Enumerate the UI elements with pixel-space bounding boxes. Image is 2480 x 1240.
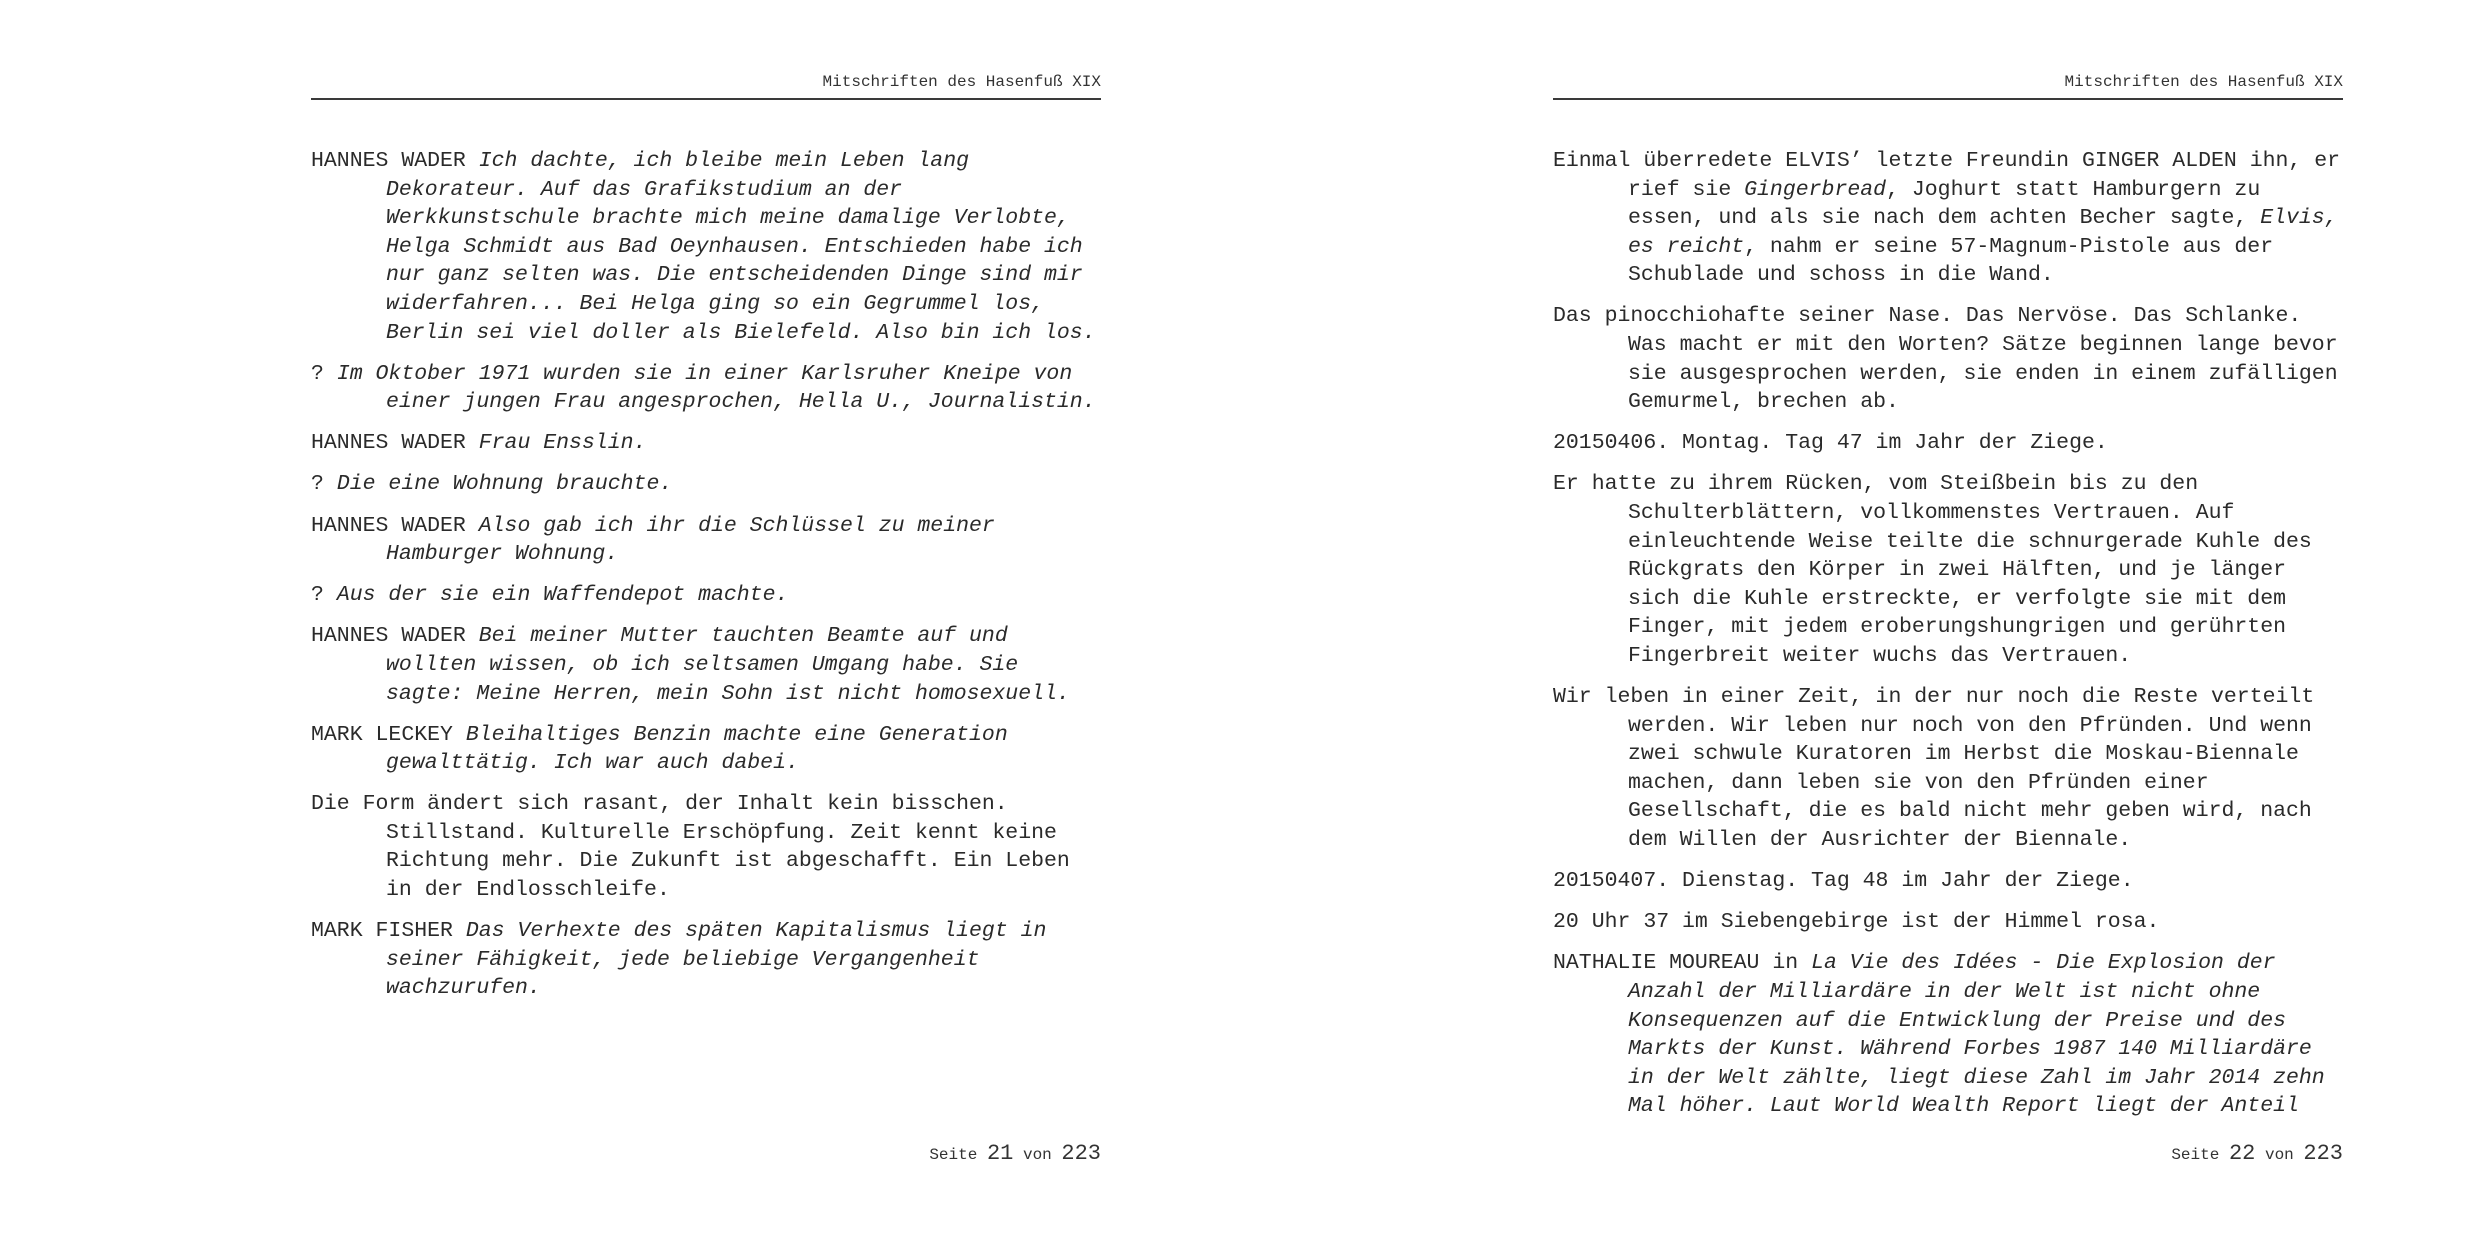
page-body xyxy=(1553,147,2343,1133)
speaker-name: HANNES WADER xyxy=(311,149,466,173)
quote-text: Also gab ich ihr die Schlüssel zu meiner Hamburger Wohnung. xyxy=(386,513,995,567)
speaker-name: ? xyxy=(311,583,324,608)
total-pages: 223 xyxy=(1061,1141,1101,1166)
paragraph-text: 20 Uhr 37 im Siebengebirge ist der Himmel rosa. xyxy=(1553,910,2160,935)
running-header: Mitschriften des Hasenfuß XIX xyxy=(311,72,1101,100)
page-footer xyxy=(2171,1140,2343,1169)
paragraph-text: in xyxy=(1772,951,1799,976)
body-paragraph xyxy=(1553,683,2343,855)
paragraph-text: Das pinocchiohafte seiner Nase. Das Nervöse. Das Schlanke. Was macht er mit den Worten? Sätze beginnen lange bevor sie ausgesprochen werden, sie enden in einem zufälligen Gemurmel, brechen ab. xyxy=(1553,304,2338,415)
dialogue-paragraph xyxy=(311,917,1101,1003)
quote-text: Im Oktober 1971 wurden sie in einer Karlsruher Kneipe von einer jungen Frau angesprochen, Hella U., Journalistin. xyxy=(336,361,1096,415)
date-entry xyxy=(1553,867,2343,896)
dialogue-paragraph xyxy=(311,622,1101,708)
date-entry xyxy=(1553,429,2343,458)
running-header: Mitschriften des Hasenfuß XIX xyxy=(1553,72,2343,100)
dialogue-paragraph xyxy=(311,721,1101,778)
quote-text: La Vie des Idées - Die Explosion der Anzahl der Milliardäre in der Welt ist nicht ohne Konsequenzen auf die Entwicklung der Preise und des Markts der Kunst. Während Forbes 1987 140 Milliardäre in der Welt zählte, liegt diese Zahl im Jahr 2014 zehn Mal höher. Laut World Wealth Report liegt der Anteil xyxy=(1628,951,2325,1119)
speaker-name: HANNES WADER xyxy=(311,431,466,456)
quote-text: Die eine Wohnung brauchte. xyxy=(336,472,673,497)
speaker-name: MARK LECKEY xyxy=(311,722,453,747)
quote-text: Das Verhexte des späten Kapitalismus liegt in seiner Fähigkeit, jede beliebige Vergangenheit wachzurufen. xyxy=(386,919,1047,1001)
paragraph-text: 20150406. Montag. Tag 47 im Jahr der Ziege. xyxy=(1553,431,2108,456)
paragraph-text: Die Form ändert sich rasant, der Inhalt kein bisschen. Stillstand. Kulturelle Erschöpfung. Zeit kennt keine Richtung mehr. Die Zukunft ist abgeschafft. Ein Leben in der Endlosschleife. xyxy=(311,792,1070,903)
body-paragraph xyxy=(1553,147,2343,290)
body-paragraph xyxy=(1553,908,2343,937)
total-pages: 223 xyxy=(2303,1141,2343,1166)
page-body xyxy=(311,147,1101,1015)
footer-label: Seite xyxy=(929,1146,978,1164)
footer-of: von xyxy=(2264,1146,2294,1164)
dialogue-paragraph xyxy=(311,360,1101,417)
page-number: 22 xyxy=(2228,1141,2256,1166)
footer-of: von xyxy=(1022,1146,1052,1164)
body-paragraph xyxy=(311,790,1101,904)
speaker-name: MARK FISHER xyxy=(311,919,453,944)
footer-label: Seite xyxy=(2171,1146,2220,1164)
quote-text: Bleihaltiges Benzin machte eine Generation gewalttätig. Ich war auch dabei. xyxy=(386,722,1008,776)
paragraph-text: Wir leben in einer Zeit, in der nur noch die Reste verteilt werden. Wir leben nur noch von den Pfründen. Und wenn zwei schwule Kuratoren im Herbst die Moskau-Biennale machen, dann leben sie von den Pfründen einer Gesellschaft, die es bald nicht mehr geben wird, nach dem Willen der Ausrichter der Biennale. xyxy=(1553,685,2315,853)
speaker-name: ? xyxy=(311,472,324,497)
quote-text: Bei meiner Mutter tauchten Beamte auf und wollten wissen, ob ich seltsamen Umgang habe. Sie sagte: Meine Herren, mein Sohn ist nicht homosexuell. xyxy=(386,624,1070,706)
quote-text: Aus der sie ein Waffendepot machte. xyxy=(336,583,789,608)
dialogue-paragraph xyxy=(311,470,1101,499)
speaker-name: HANNES WADER xyxy=(311,624,466,649)
paragraph-text: , Joghurt statt Hamburgern zu essen, und als sie nach dem achten Becher sagte, xyxy=(1628,177,2261,231)
speaker-name: NATHALIE MOUREAU xyxy=(1553,951,1760,976)
page-number: 21 xyxy=(986,1141,1014,1166)
quote-text: Gingerbread xyxy=(1744,177,1887,202)
dialogue-paragraph xyxy=(311,581,1101,610)
page-footer xyxy=(929,1140,1101,1169)
dialogue-paragraph xyxy=(1553,949,2343,1121)
dialogue-paragraph xyxy=(311,147,1101,347)
dialogue-paragraph xyxy=(311,429,1101,458)
paragraph-text: Er hatte zu ihrem Rücken, vom Steißbein bis zu den Schulterblättern, vollkommenstes Vertrauen. Auf einleuchtende Weise teilte die schnurgerade Kuhle des Rückgrats den Körper in zwei Hälften, und je länger sich die Kuhle erstreckte, er verfolgte sie mit dem Finger, mit jedem eroberungshungrigen und gerührten Fingerbreit weiter wuchs das Vertrauen. xyxy=(1553,472,2312,668)
dialogue-paragraph xyxy=(311,512,1101,569)
body-paragraph xyxy=(1553,470,2343,670)
speaker-name: ? xyxy=(311,361,324,386)
quote-text: Elvis, es reicht xyxy=(1628,206,2338,259)
right-page xyxy=(1553,0,2343,1240)
quote-text: Ich dachte, ich bleibe mein Leben lang Dekorateur. Auf das Grafikstudium an der Werkkunstschule brachte mich meine damalige Verlobte, Helga Schmidt aus Bad Oeynhausen. Entschieden habe ich nur ganz selten was. Die entscheidenden Dinge sind mir widerfahren... Bei Helga ging so ein Gegrummel los, Berlin sei viel doller als Bielefeld. Also bin ich los. xyxy=(386,149,1096,345)
quote-text: Frau Ensslin. xyxy=(478,431,647,456)
body-paragraph xyxy=(1553,302,2343,416)
paragraph-text: , nahm er seine 57-Magnum-Pistole aus der Schublade und schoss in die Wand. xyxy=(1628,234,2274,288)
paragraph-text: 20150407. Dienstag. Tag 48 im Jahr der Ziege. xyxy=(1553,869,2134,894)
paragraph-text: Einmal überredete ELVIS’ letzte Freundin GINGER ALDEN ihn, er rief sie xyxy=(1553,149,2341,202)
speaker-name: HANNES WADER xyxy=(311,513,466,538)
left-page xyxy=(311,0,1101,1240)
